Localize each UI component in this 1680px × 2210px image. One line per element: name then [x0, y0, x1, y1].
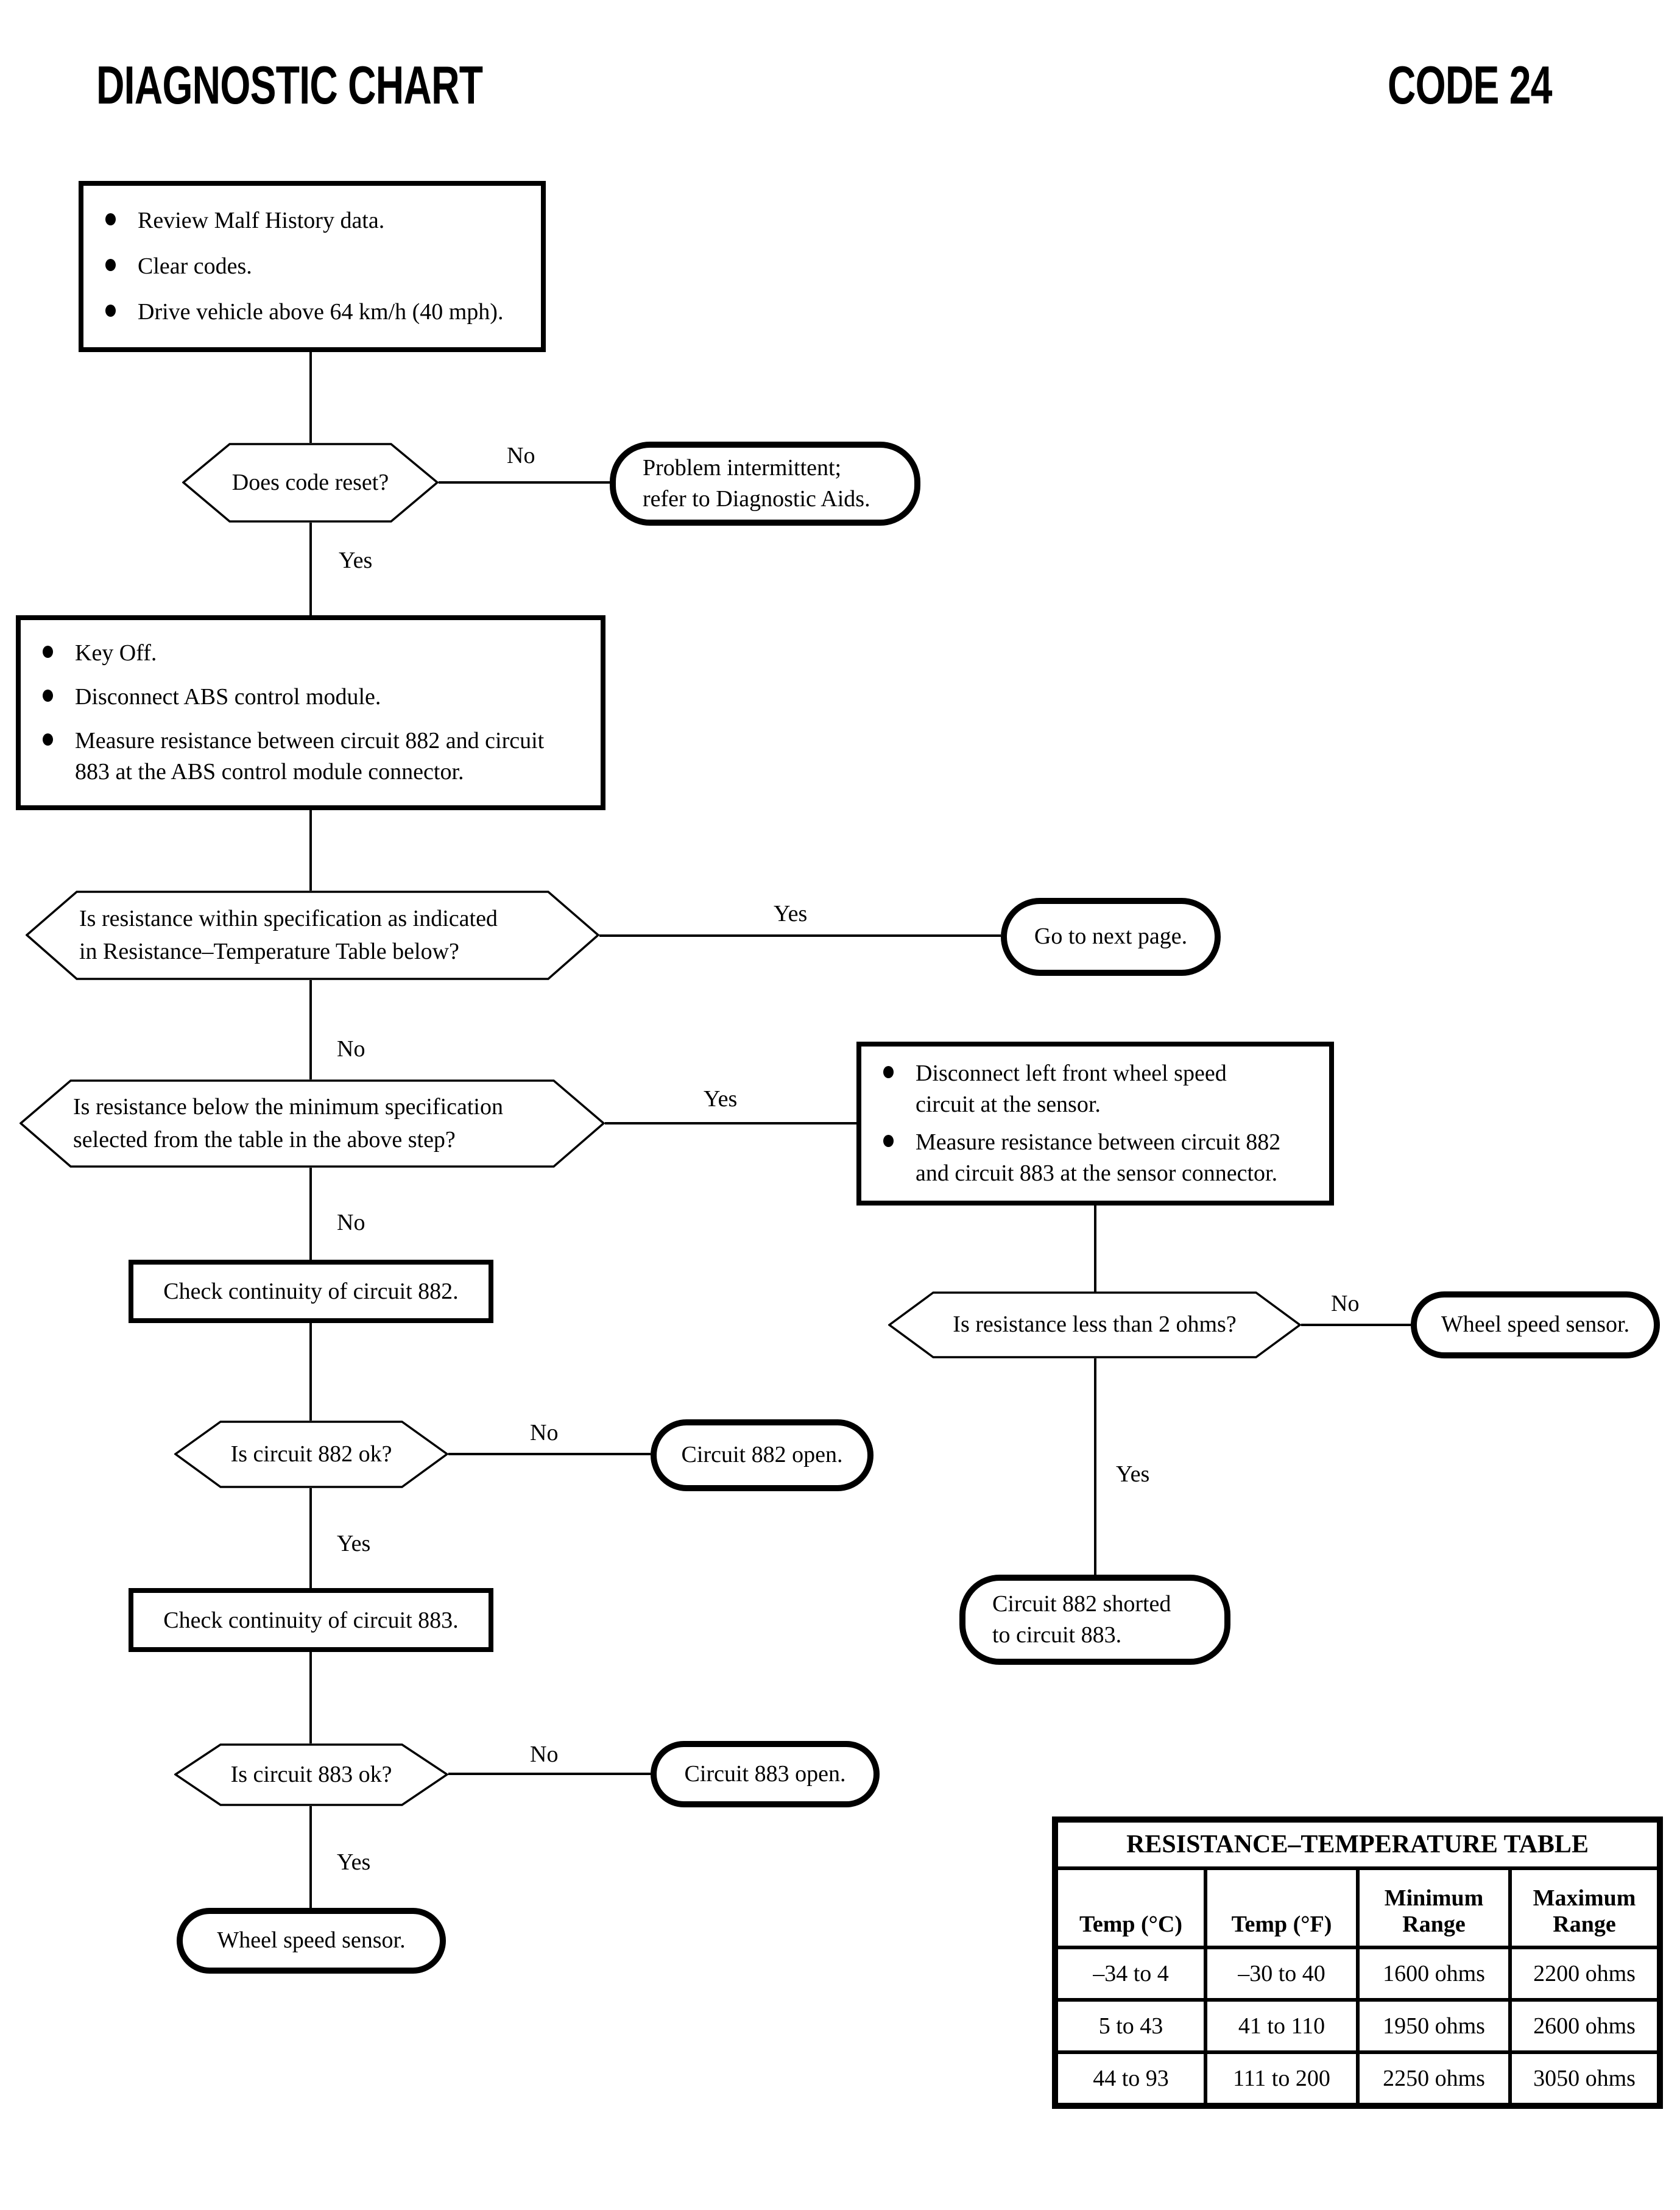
edge-label-yes-2: Yes: [774, 901, 808, 927]
process-disconnect-sensor-steps: [856, 1042, 1334, 1206]
connector-check882-to-is882ok: [309, 1323, 312, 1421]
edge-label-yes-4: Yes: [1116, 1461, 1150, 1487]
connector-less-than-2-no: [1301, 1324, 1411, 1326]
process-check-continuity-882: [129, 1260, 493, 1323]
table-cell: –30 to 40: [1205, 1947, 1358, 2000]
bullet-item: [41, 682, 582, 713]
decision-is-circuit-883-ok: [174, 1743, 448, 1806]
terminator-text: Circuit 882 open.: [681, 1442, 843, 1468]
connector-below-min-yes: [605, 1122, 856, 1124]
connector-within-spec-yes: [599, 934, 1001, 937]
table-cell: 2200 ohms: [1510, 1947, 1660, 2000]
decision-text: Does code reset?: [231, 469, 389, 495]
terminator-circuit-883-open: [651, 1741, 880, 1807]
terminator-circuit-882-open: [651, 1419, 874, 1491]
table-row: [1055, 2052, 1660, 2106]
bullet-item: [882, 1058, 1311, 1121]
process-start-instructions: [79, 181, 546, 352]
decision-resistance-within-spec: [26, 891, 599, 980]
bullet-dot: [43, 646, 53, 658]
edge-label-no-3: No: [337, 1210, 365, 1235]
terminator-wheel-speed-sensor-bottom: [177, 1908, 446, 1974]
process-check-continuity-883: [129, 1588, 493, 1652]
table-cell: 1600 ohms: [1358, 1947, 1510, 2000]
table-cell: –34 to 4: [1055, 1947, 1205, 2000]
table-header-minimum-range: Minimum Range: [1358, 1868, 1510, 1947]
table-header-maximum-range: Maximum Range: [1510, 1868, 1660, 1947]
edge-label-no-5: No: [530, 1420, 559, 1446]
table-cell: 44 to 93: [1055, 2052, 1205, 2106]
table-title: RESISTANCE–TEMPERATURE TABLE: [1055, 1820, 1660, 1868]
bullet-line: 883 at the ABS control module connector.: [75, 759, 464, 785]
process-text: Check continuity of circuit 882.: [163, 1279, 459, 1304]
table-cell: 2250 ohms: [1358, 2052, 1510, 2106]
table-row: [1055, 2000, 1660, 2052]
bullet-line: circuit at the sensor.: [916, 1091, 1101, 1117]
connector-is883ok-no: [448, 1773, 651, 1775]
bullet-item: [104, 297, 523, 328]
bullet-item: [104, 251, 523, 282]
decision-text: Is resistance below the minimum specification selected from the table in the above step?: [73, 1094, 503, 1153]
bullet-dot: [43, 733, 53, 746]
decision-text: Is circuit 883 ok?: [230, 1761, 392, 1787]
bullet-line: Measure resistance between circuit 882 and circuit: [75, 727, 545, 754]
bullet-line: Disconnect left front wheel speed: [916, 1060, 1227, 1086]
connector-keyoff-to-within-spec: [309, 810, 312, 891]
bullet-item: [882, 1127, 1311, 1190]
edge-label-yes-1: Yes: [339, 548, 373, 573]
bullet-dot: [883, 1066, 894, 1078]
table-cell: 5 to 43: [1055, 2000, 1205, 2052]
table-row: [1055, 1947, 1660, 2000]
table-cell: 2600 ohms: [1510, 2000, 1660, 2052]
connector-is882ok-yes: [309, 1488, 312, 1588]
terminator-text: Wheel speed sensor.: [1441, 1312, 1630, 1338]
terminator-circuit-882-shorted: [959, 1575, 1230, 1665]
connector-sensor-to-less-than-2: [1094, 1206, 1096, 1293]
bullet-dot: [883, 1135, 894, 1147]
bullet-line: Key Off.: [75, 640, 157, 666]
edge-label-yes-3: Yes: [704, 1086, 738, 1112]
bullet-line: Disconnect ABS control module.: [75, 683, 381, 710]
terminator-wheel-speed-sensor-right: [1411, 1291, 1660, 1358]
bullet-item: [41, 725, 582, 788]
terminator-text: Problem intermittent; refer to Diagnostic Aids.: [643, 454, 870, 512]
connector-within-spec-no: [309, 980, 312, 1079]
edge-label-no-4: No: [1331, 1291, 1360, 1316]
bullet-dot: [105, 259, 116, 271]
table-cell: 1950 ohms: [1358, 2000, 1510, 2052]
bullet-item: [41, 638, 582, 669]
connector-does-code-reset-no: [439, 481, 610, 484]
table-header-temp-f: Temp (°F): [1205, 1868, 1358, 1947]
decision-text: Is circuit 882 ok?: [230, 1441, 392, 1467]
resistance-temperature-table: [1052, 1816, 1663, 2109]
bullet-line: Measure resistance between circuit 882: [916, 1129, 1281, 1155]
bullet-line: Review Malf History data.: [138, 207, 385, 233]
terminator-text: Wheel speed sensor.: [217, 1927, 406, 1954]
decision-text: Is resistance less than 2 ohms?: [953, 1312, 1237, 1338]
edge-label-no-2: No: [337, 1036, 365, 1062]
connector-start-to-does-code-reset: [309, 352, 312, 443]
page-code: CODE 24: [1388, 55, 1552, 115]
page-title: DIAGNOSTIC CHART: [96, 55, 483, 115]
bullet-item: [104, 205, 523, 236]
process-text: Check continuity of circuit 883.: [163, 1607, 459, 1633]
connector-does-code-reset-yes: [309, 523, 312, 615]
table-cell: 41 to 110: [1205, 2000, 1358, 2052]
connector-check883-to-is883ok: [309, 1652, 312, 1743]
bullet-dot: [105, 305, 116, 317]
edge-label-no-6: No: [530, 1742, 559, 1767]
bullet-line: and circuit 883 at the sensor connector.: [916, 1160, 1278, 1187]
bullet-dot: [105, 213, 116, 225]
table-header-temp-c: Temp (°C): [1055, 1868, 1205, 1947]
edge-label-yes-6: Yes: [337, 1849, 371, 1875]
decision-resistance-below-minimum: [19, 1079, 605, 1168]
connector-is882ok-no: [448, 1453, 651, 1455]
terminator-go-to-next-page: [1001, 898, 1221, 976]
terminator-text: Go to next page.: [1034, 923, 1188, 950]
terminator-problem-intermittent: [610, 442, 920, 526]
terminator-text: Circuit 882 shorted to circuit 883.: [992, 1590, 1171, 1648]
edge-label-yes-5: Yes: [337, 1531, 371, 1556]
connector-less-than-2-yes: [1094, 1358, 1096, 1575]
bullet-line: Clear codes.: [138, 253, 252, 279]
process-key-off-steps: [16, 615, 605, 810]
bullet-line: Drive vehicle above 64 km/h (40 mph).: [138, 298, 504, 325]
terminator-text: Circuit 883 open.: [684, 1760, 846, 1787]
decision-is-circuit-882-ok: [174, 1421, 448, 1488]
table-cell: 111 to 200: [1205, 2052, 1358, 2106]
decision-does-code-reset: [182, 443, 439, 523]
connector-below-min-no: [309, 1168, 312, 1260]
edge-label-no-1: No: [507, 443, 535, 468]
decision-resistance-less-than-2-ohms: [888, 1291, 1301, 1358]
connector-is883ok-yes: [309, 1806, 312, 1908]
table-cell: 3050 ohms: [1510, 2052, 1660, 2106]
bullet-dot: [43, 690, 53, 702]
decision-text: Is resistance within specification as indicated in Resistance–Temperature Table below?: [79, 906, 498, 964]
